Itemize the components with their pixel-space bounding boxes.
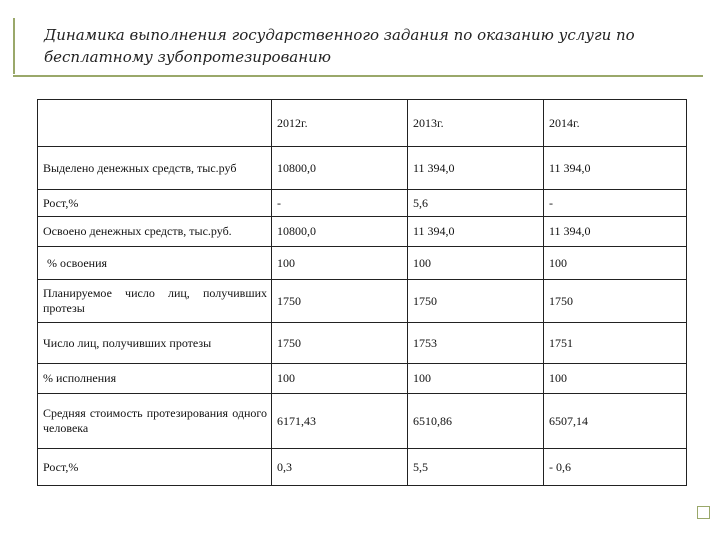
cell-2014: 100 bbox=[544, 247, 687, 280]
header-empty-cell bbox=[38, 100, 272, 147]
cell-2012: 10800,0 bbox=[272, 147, 408, 190]
row-label: Освоено денежных средств, тыс.руб. bbox=[38, 217, 272, 247]
slide-title: Динамика выполнения государственного задания по оказанию услуги по бесплатному зубопротезированию bbox=[44, 26, 635, 66]
cell-2012: 100 bbox=[272, 247, 408, 280]
row-label: Планируемое число лиц, получивших протезы bbox=[38, 280, 272, 323]
cell-2014: 11 394,0 bbox=[544, 217, 687, 247]
cell-2013: 1753 bbox=[408, 323, 544, 364]
cell-2013: 11 394,0 bbox=[408, 147, 544, 190]
table-row bbox=[38, 394, 687, 449]
row-label: % исполнения bbox=[38, 364, 272, 394]
table-row bbox=[38, 364, 687, 394]
cell-2012: 1750 bbox=[272, 280, 408, 323]
cell-2013: 1750 bbox=[408, 280, 544, 323]
cell-2012: 1750 bbox=[272, 323, 408, 364]
header-row bbox=[38, 100, 687, 147]
cell-2012: 100 bbox=[272, 364, 408, 394]
title-accent-vertical-line bbox=[13, 18, 15, 74]
header-year-2013: 2013г. bbox=[408, 100, 544, 147]
cell-2013: 100 bbox=[408, 364, 544, 394]
header-year-2012: 2012г. bbox=[272, 100, 408, 147]
cell-2013: 100 bbox=[408, 247, 544, 280]
cell-2012: 6171,43 bbox=[272, 394, 408, 449]
cell-2013: 11 394,0 bbox=[408, 217, 544, 247]
row-label: % освоения bbox=[38, 247, 272, 280]
table-row bbox=[38, 217, 687, 247]
cell-2013: 6510,86 bbox=[408, 394, 544, 449]
cell-2013: 5,6 bbox=[408, 190, 544, 217]
slide-bullet-square-icon bbox=[697, 506, 710, 519]
table-row bbox=[38, 190, 687, 217]
table-row bbox=[38, 449, 687, 486]
header-year-2014: 2014г. bbox=[544, 100, 687, 147]
title-accent-horizontal-line bbox=[13, 75, 703, 77]
cell-2013: 5,5 bbox=[408, 449, 544, 486]
cell-2014: 100 bbox=[544, 364, 687, 394]
table-row bbox=[38, 323, 687, 364]
row-label: Рост,% bbox=[38, 190, 272, 217]
cell-2014: 1750 bbox=[544, 280, 687, 323]
table-row bbox=[38, 280, 687, 323]
row-label: Число лиц, получивших протезы bbox=[38, 323, 272, 364]
cell-2014: 11 394,0 bbox=[544, 147, 687, 190]
budget-table bbox=[37, 99, 687, 486]
cell-2012: 10800,0 bbox=[272, 217, 408, 247]
cell-2014: 6507,14 bbox=[544, 394, 687, 449]
row-label: Средняя стоимость протезирования одного человека bbox=[38, 394, 272, 449]
row-label: Выделено денежных средств, тыс.руб bbox=[38, 147, 272, 190]
cell-2014: - bbox=[544, 190, 687, 217]
cell-2012: 0,3 bbox=[272, 449, 408, 486]
cell-2014: - 0,6 bbox=[544, 449, 687, 486]
row-label: Рост,% bbox=[38, 449, 272, 486]
table-row bbox=[38, 147, 687, 190]
cell-2012: - bbox=[272, 190, 408, 217]
table-row bbox=[38, 247, 687, 280]
cell-2014: 1751 bbox=[544, 323, 687, 364]
